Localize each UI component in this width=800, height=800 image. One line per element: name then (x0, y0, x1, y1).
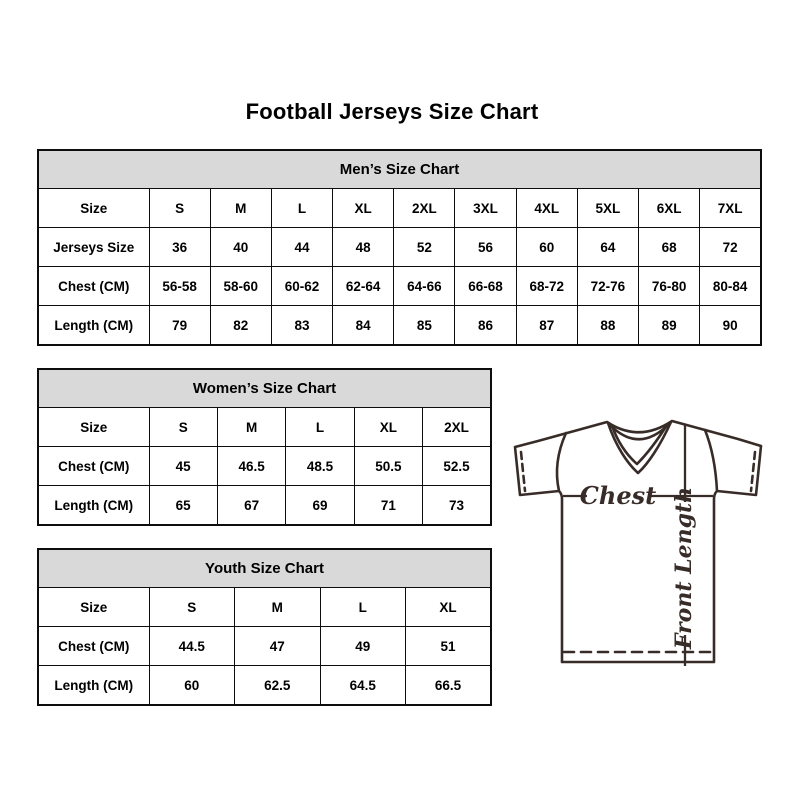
mens-value-cell: 84 (333, 306, 394, 346)
womens-size-chart-table (37, 368, 492, 526)
womens-row-label: Length (CM) (38, 486, 149, 526)
mens-value-cell: S (149, 189, 210, 228)
mens-table-row (38, 306, 761, 346)
mens-value-cell: 56 (455, 228, 516, 267)
womens-table-row (38, 408, 491, 447)
mens-value-cell: 52 (394, 228, 455, 267)
mens-table-title: Men’s Size Chart (38, 150, 761, 189)
youth-value-cell: 66.5 (406, 666, 492, 706)
youth-value-cell: S (149, 588, 235, 627)
youth-value-cell: 51 (406, 627, 492, 666)
mens-table-row (38, 228, 761, 267)
womens-value-cell: 52.5 (423, 447, 491, 486)
left-cuff-stitch-line (521, 452, 525, 491)
mens-table-row (38, 267, 761, 306)
youth-table-title: Youth Size Chart (38, 549, 491, 588)
jersey-measurement-diagram (500, 395, 780, 695)
youth-value-cell: M (235, 588, 321, 627)
mens-value-cell: 72-76 (577, 267, 638, 306)
mens-value-cell: L (271, 189, 332, 228)
mens-value-cell: 64-66 (394, 267, 455, 306)
mens-value-cell: 87 (516, 306, 577, 346)
mens-value-cell: 48 (333, 228, 394, 267)
mens-value-cell: 7XL (700, 189, 761, 228)
left-sleeve-seam (557, 433, 566, 491)
womens-table-row (38, 486, 491, 526)
right-sleeve-seam (705, 430, 717, 491)
mens-value-cell: 5XL (577, 189, 638, 228)
youth-table-row (38, 588, 491, 627)
mens-value-cell: 60-62 (271, 267, 332, 306)
mens-value-cell: 44 (271, 228, 332, 267)
page-title: Football Jerseys Size Chart (245, 99, 539, 124)
mens-value-cell: 79 (149, 306, 210, 346)
womens-value-cell: 65 (149, 486, 217, 526)
womens-value-cell: 73 (423, 486, 491, 526)
mens-value-cell: 86 (455, 306, 516, 346)
womens-value-cell: L (286, 408, 354, 447)
mens-value-cell: 4XL (516, 189, 577, 228)
youth-value-cell: L (320, 588, 406, 627)
youth-value-cell: 64.5 (320, 666, 406, 706)
mens-value-cell: 83 (271, 306, 332, 346)
womens-value-cell: 2XL (423, 408, 491, 447)
mens-value-cell: 66-68 (455, 267, 516, 306)
womens-value-cell: M (217, 408, 285, 447)
mens-value-cell: XL (333, 189, 394, 228)
mens-value-cell: 3XL (455, 189, 516, 228)
mens-value-cell: M (210, 189, 271, 228)
mens-value-cell: 85 (394, 306, 455, 346)
mens-row-label: Chest (CM) (38, 267, 149, 306)
mens-value-cell: 62-64 (333, 267, 394, 306)
youth-value-cell: 49 (320, 627, 406, 666)
chest-measure-label: Chest (579, 481, 657, 510)
mens-row-label: Length (CM) (38, 306, 149, 346)
mens-value-cell: 64 (577, 228, 638, 267)
mens-value-cell: 88 (577, 306, 638, 346)
youth-row-label: Length (CM) (38, 666, 149, 706)
womens-value-cell: 67 (217, 486, 285, 526)
womens-value-cell: 69 (286, 486, 354, 526)
womens-row-label: Chest (CM) (38, 447, 149, 486)
mens-value-cell: 72 (700, 228, 761, 267)
womens-table-row (38, 447, 491, 486)
womens-value-cell: S (149, 408, 217, 447)
mens-value-cell: 2XL (394, 189, 455, 228)
womens-value-cell: 50.5 (354, 447, 422, 486)
youth-value-cell: XL (406, 588, 492, 627)
womens-value-cell: 45 (149, 447, 217, 486)
right-cuff-stitch-line (751, 452, 755, 491)
mens-value-cell: 56-58 (149, 267, 210, 306)
mens-value-cell: 68-72 (516, 267, 577, 306)
mens-value-cell: 76-80 (639, 267, 700, 306)
youth-table-row (38, 627, 491, 666)
mens-value-cell: 80-84 (700, 267, 761, 306)
mens-value-cell: 68 (639, 228, 700, 267)
jersey-outline-shape (515, 421, 761, 662)
womens-value-cell: XL (354, 408, 422, 447)
womens-table-title: Women’s Size Chart (38, 369, 491, 408)
mens-value-cell: 40 (210, 228, 271, 267)
youth-value-cell: 60 (149, 666, 235, 706)
womens-value-cell: 46.5 (217, 447, 285, 486)
mens-value-cell: 89 (639, 306, 700, 346)
youth-row-label: Chest (CM) (38, 627, 149, 666)
womens-value-cell: 71 (354, 486, 422, 526)
mens-value-cell: 82 (210, 306, 271, 346)
mens-table-row (38, 189, 761, 228)
mens-value-cell: 60 (516, 228, 577, 267)
mens-value-cell: 6XL (639, 189, 700, 228)
mens-value-cell: 90 (700, 306, 761, 346)
womens-row-label: Size (38, 408, 149, 447)
mens-row-label: Size (38, 189, 149, 228)
youth-value-cell: 44.5 (149, 627, 235, 666)
mens-size-chart-table (37, 149, 762, 346)
youth-value-cell: 47 (235, 627, 321, 666)
mens-row-label: Jerseys Size (38, 228, 149, 267)
front-length-measure-label: Front Length (671, 486, 697, 650)
mens-value-cell: 36 (149, 228, 210, 267)
youth-size-chart-table (37, 548, 492, 706)
youth-value-cell: 62.5 (235, 666, 321, 706)
youth-row-label: Size (38, 588, 149, 627)
mens-value-cell: 58-60 (210, 267, 271, 306)
womens-value-cell: 48.5 (286, 447, 354, 486)
youth-table-row (38, 666, 491, 706)
